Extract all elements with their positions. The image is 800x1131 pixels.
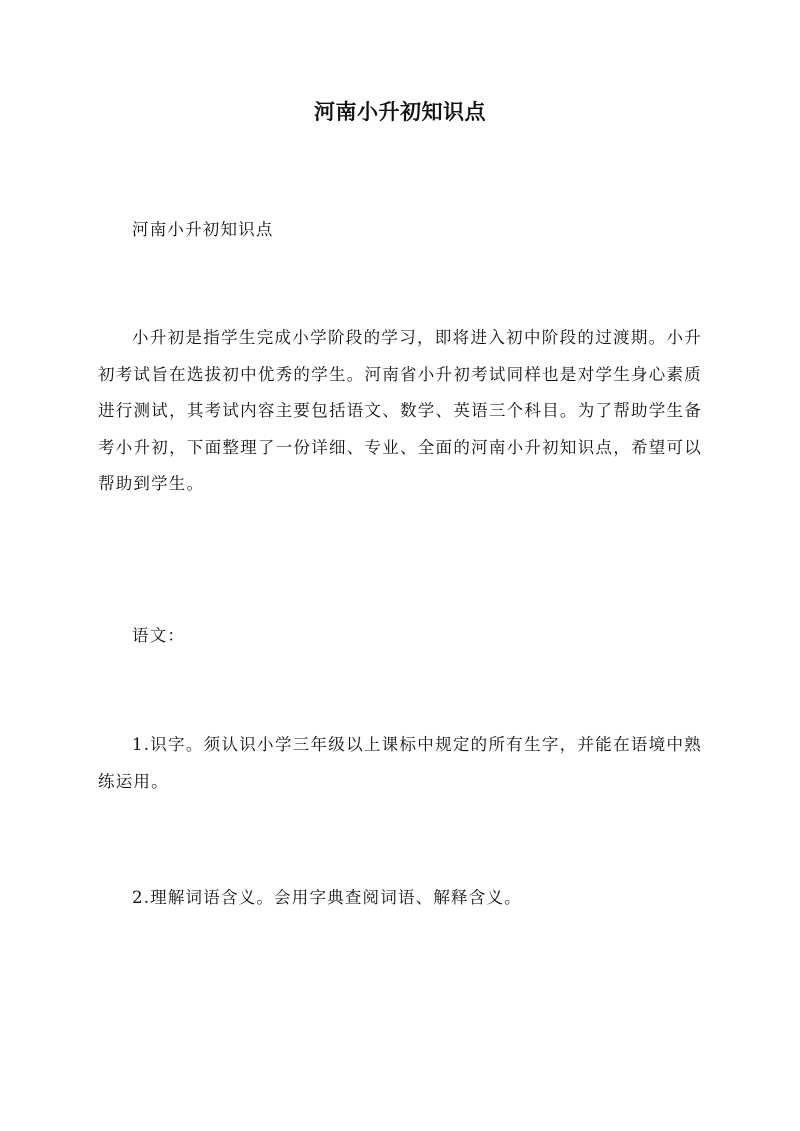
document-subtitle: 河南小升初知识点 <box>132 220 274 239</box>
document-title: 河南小升初知识点 <box>314 99 486 124</box>
list-item: 1.识字。须认识小学三年级以上课标中规定的所有生字，并能在语境中熟练运用。 <box>98 735 702 791</box>
intro-paragraph: 小升初是指学生完成小学阶段的学习，即将进入初中阶段的过渡期。小升初考试旨在选拔初中优秀的学生。河南省小升初考试同样也是对学生身心素质进行测试，其考试内容主要包括语文、数学、英语三个科目。为了帮助学生备考小升初，下面整理了一份详细、专业、全面的河南小升初知识点，希望可以帮助到学生。 <box>98 328 702 493</box>
section-heading-chinese: 语文： <box>132 626 186 645</box>
list-item: 2.理解词语含义。会用字典查阅词语、解释含义。 <box>132 888 522 907</box>
